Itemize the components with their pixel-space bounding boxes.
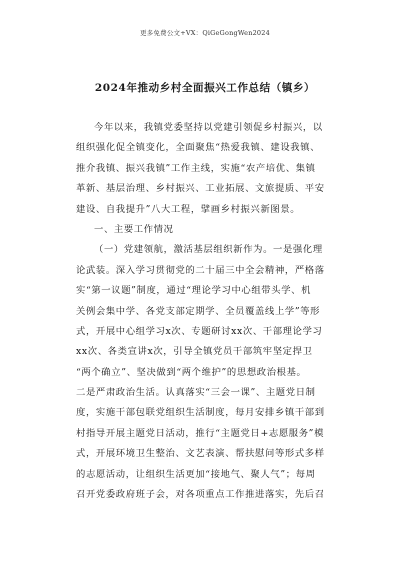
text-line: 度，实施干部包联党组织生活制度，每月安排乡镇干部到 (76, 407, 325, 419)
text-line: 村指导开展主题党日活动，推行“主题党日+志愿服务”模 (76, 427, 325, 439)
text-line: 关例会集中学、各党支部定期学、全员覆盖线上学”等形 (76, 305, 321, 317)
text-line: 论武装。深入学习贯彻党的二十届三中全会精神，严格落 (76, 264, 325, 276)
text-line: xx次、各类宣讲x次，引导全镇党员干部筑牢坚定捍卫 (76, 346, 313, 358)
text-line: 召开党委政府班子会，对各项重点工作推进落实，先后召 (76, 489, 325, 501)
document-body (76, 118, 336, 505)
text-line: 组织强化促全镇变化，全面聚焦“热爱我镇、建设我镇、 (76, 142, 321, 154)
text-line: 实“第一议题”制度，通过“理论学习中心组带头学、机 (76, 285, 312, 297)
text-line: 建设、自我提升”八大工程，擘画乡村振兴新图景。 (76, 203, 301, 215)
document-title: 2024年推动乡村全面振兴工作总结（镇乡） (94, 82, 316, 94)
text-line: 式，开展中心组学习x次、专题研讨xx次、干部理论学习 (76, 325, 323, 337)
text-line: 一、主要工作情况 (94, 223, 174, 235)
text-line: “两个确立”、坚决做到“两个维护”的思想政治根基。 (76, 366, 307, 378)
text-line: 式，开展环境卫生整治、文艺表演、帮扶慰问等形式多样 (76, 448, 325, 460)
text-line: 今年以来，我镇党委坚持以党建引领促乡村振兴，以 (94, 122, 323, 133)
header-note: 更多免费公文+VX：QiGeGongWen2024 (140, 29, 270, 37)
text-line: （一）党建领航，激活基层组织新作为。一是强化理 (94, 244, 323, 256)
text-line: 革新、基层治理、乡村振兴、工业拓展、文旅提质、平安 (76, 183, 325, 195)
text-line: 二是严肃政治生活。认真落实“三会一课”、主题党日制 (76, 387, 316, 399)
text-line: 的志愿活动，让组织生活更加“接地气、聚人气”；每周 (76, 468, 316, 480)
text-line: 推介我镇、振兴我镇”工作主线，实施“农产培优、集镇 (76, 162, 316, 174)
